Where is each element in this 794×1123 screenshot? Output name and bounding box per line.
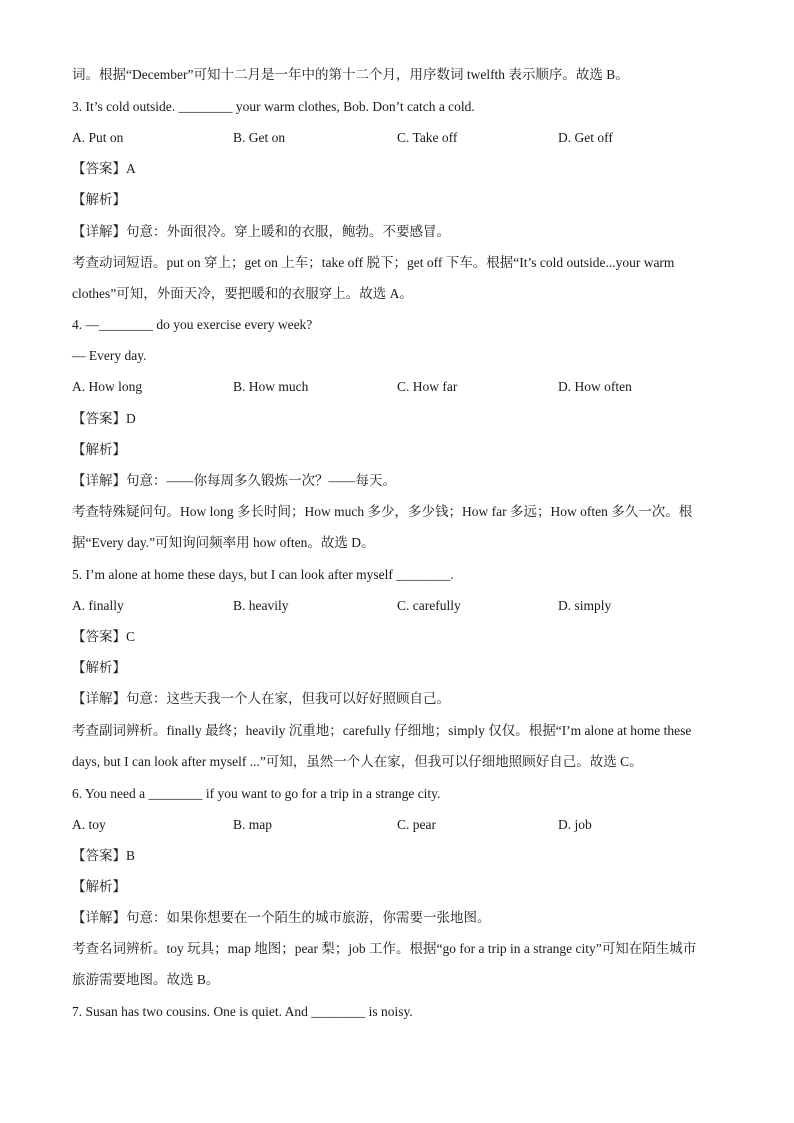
- question-5: 5. I’m alone at home these days, but I can look after myself ________.: [72, 567, 454, 582]
- option-a: A. toy: [72, 817, 106, 832]
- option-a: A. How long: [72, 379, 143, 394]
- explanation-line: 考查名词辨析。toy 玩具；map 地图；pear 梨；job 工作。根据“go for a trip in a strange city”可知在陌生城市: [72, 941, 697, 956]
- explanation-line: 考查动词短语。put on 穿上；get on 上车；take off 脱下；get off 下车。根据“It’s cold outside...your warm: [72, 255, 675, 270]
- option-a: A. finally: [72, 598, 124, 613]
- question-4: 4. —________ do you exercise every week?: [72, 317, 313, 332]
- explanation-line: clothes”可知，外面天冷，要把暖和的衣服穿上。故选 A。: [72, 286, 413, 301]
- question-3: 3. It’s cold outside. ________ your warm clothes, Bob. Don’t catch a cold.: [72, 99, 475, 114]
- explanation-line: days, but I can look after myself ...”可知，虽然一个人在家，但我可以仔细地照顾好自己。故选 C。: [72, 754, 643, 769]
- option-d: D. job: [558, 817, 592, 832]
- analysis-label: 【解析】: [72, 442, 126, 457]
- option-c: C. How far: [397, 379, 458, 394]
- option-d: D. Get off: [558, 130, 613, 145]
- explanation-line: 据“Every day.”可知询问频率用 how often。故选 D。: [72, 535, 375, 550]
- analysis-label: 【解析】: [72, 879, 126, 894]
- option-b: B. How much: [233, 379, 309, 394]
- analysis-label: 【解析】: [72, 660, 126, 675]
- explanation-line: 【详解】句意：这些天我一个人在家，但我可以好好照顾自己。: [72, 691, 450, 706]
- option-c: C. pear: [397, 817, 436, 832]
- analysis-label: 【解析】: [72, 192, 126, 207]
- explanation-line: 【详解】句意：外面很冷。穿上暖和的衣服，鲍勃。不要感冒。: [72, 224, 450, 239]
- option-b: B. heavily: [233, 598, 289, 613]
- explanation-line: 考查副词辨析。finally 最终；heavily 沉重地；carefully 仔细地；simply 仅仅。根据“I’m alone at home these: [72, 723, 692, 738]
- answer-label: 【答案】B: [72, 848, 136, 863]
- explanation-line: 【详解】句意：——你每周多久锻炼一次？——每天。: [72, 473, 396, 488]
- explanation-line: 旅游需要地图。故选 B。: [72, 972, 220, 987]
- option-c: C. Take off: [397, 130, 458, 145]
- text-line: 词。根据“December”可知十二月是一年中的第十二个月，用序数词 twelfth 表示顺序。故选 B。: [72, 67, 629, 82]
- option-d: D. simply: [558, 598, 612, 613]
- option-b: B. Get on: [233, 130, 286, 145]
- option-d: D. How often: [558, 379, 632, 394]
- question-4-reply: — Every day.: [72, 348, 147, 363]
- option-a: A. Put on: [72, 130, 124, 145]
- answer-label: 【答案】C: [72, 629, 136, 644]
- option-c: C. carefully: [397, 598, 461, 613]
- explanation-line: 【详解】句意：如果你想要在一个陌生的城市旅游，你需要一张地图。: [72, 910, 491, 925]
- explanation-line: 考查特殊疑问句。How long 多长时间；How much 多少，多少钱；How far 多远；How often 多久一次。根: [72, 504, 693, 519]
- option-b: B. map: [233, 817, 272, 832]
- answer-label: 【答案】A: [72, 161, 136, 176]
- answer-label: 【答案】D: [72, 411, 136, 426]
- question-7: 7. Susan has two cousins. One is quiet. And ________ is noisy.: [72, 1004, 413, 1019]
- question-6: 6. You need a ________ if you want to go for a trip in a strange city.: [72, 786, 441, 801]
